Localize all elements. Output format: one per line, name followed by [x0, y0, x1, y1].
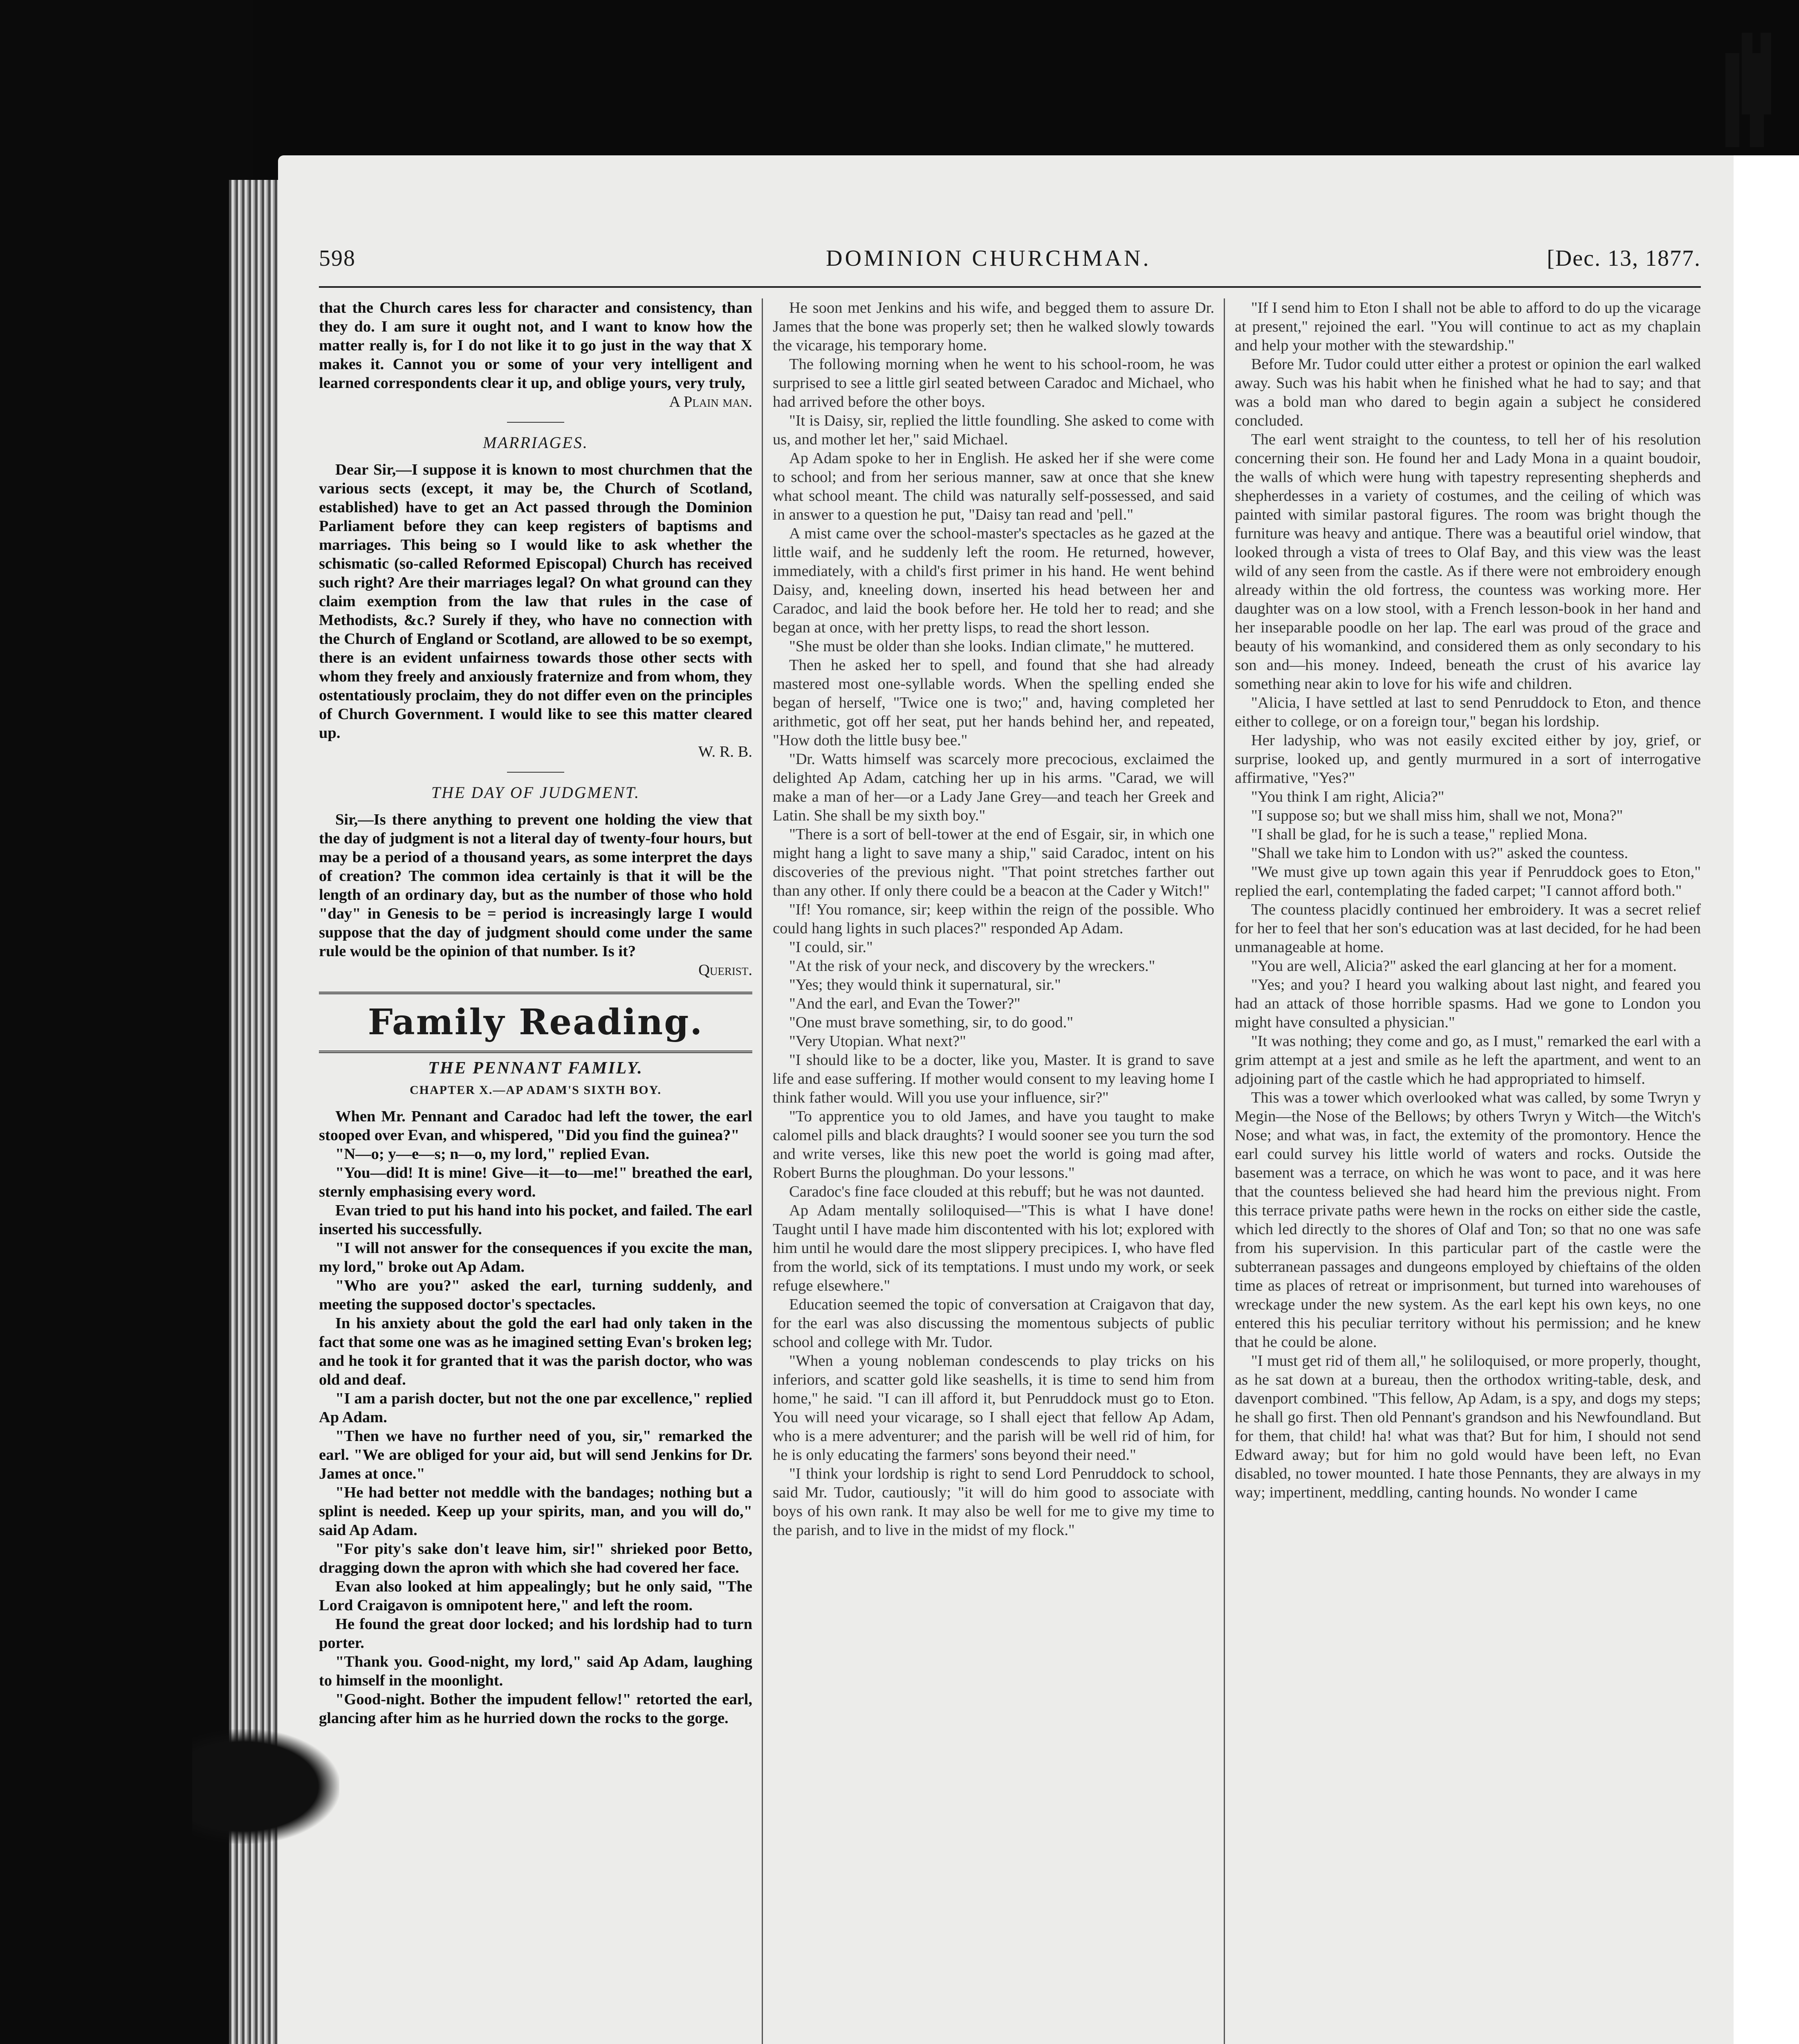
letter-text: that the Church cares less for character and consistency, than they do. I am sure it ought not, and I want to know how the matter really is, for I do not like it to go just in the way that X makes it. Cannot you or some of your very intelligent and learned correspondents clear it up, and oblige yours, very truly,: [319, 299, 752, 392]
story-paragraph: Her ladyship, who was not easily excited either by joy, grief, or surprise, looked up, and gently murmured in a sort of interrogative affirmative, "Yes?": [1235, 732, 1701, 787]
section-heading: MARRIAGES.: [483, 433, 588, 452]
story-paragraph: "N—o; y—e—s; n—o, my lord," replied Evan.: [335, 1145, 650, 1163]
letter-signature: A Plain man.: [669, 393, 752, 410]
story-paragraph: "Very Utopian. What next?": [789, 1033, 966, 1050]
story-paragraph: "Yes; and you? I heard you walking about last night, and feared you had an attack of those horrible spasms. Had we gone to London you might have consulted a physician.": [1235, 976, 1701, 1031]
story-paragraph: "Shall we take him to London with us?" asked the countess.: [1251, 845, 1629, 862]
story-paragraph: Evan also looked at him appealingly; but he only said, "The Lord Craigavon is omnipotent here," and left the room.: [319, 1578, 752, 1614]
story-paragraph: Ap Adam mentally soliloquised—"This is what I have done! Taught until I have made him discontented with his lot; explored with him until he would dare the most slippery precipices. I, who have fled from the world, sick of its temptations. I must undo my work, or seek refuge elsewhere.": [773, 1202, 1214, 1294]
story-paragraph: "I am a parish docter, but not the one par excellence," replied Ap Adam.: [319, 1390, 752, 1426]
story-paragraph: "Then we have no further need of you, sir," remarked the earl. "We are obliged for your aid, but will send Jenkins for Dr. James at once.": [319, 1428, 752, 1482]
section-heading: THE DAY OF JUDGMENT.: [431, 783, 640, 802]
letter-signature: W. R. B.: [698, 743, 752, 760]
scan-marker-top: [1750, 53, 1764, 147]
story-paragraph: Then he asked her to spell, and found that she had already mastered most one-syllable words. When the spelling ended she began of herself, "Twice one is two;" and, having completed her arithmetic, got off her seat, put her hands behind her, and repeated, "How doth the little busy bee.": [773, 657, 1214, 749]
story-paragraph: "I will not answer for the consequences if you excite the man, my lord," broke out Ap Adam.: [319, 1239, 752, 1275]
story-paragraph: "She must be older than she looks. Indian climate," he muttered.: [789, 638, 1194, 655]
story-paragraph: The earl went straight to the countess, to tell her of his resolution concerning their son. He found her and Lady Mona in a quaint boudoir, the walls of which were hung with tapestry representing shepherds and shepherdesses in a variety of costumes, and the ceiling of which was painted with similar pastoral figures. The room was bright though the furniture was heavy and antique. There was a beautiful oriel window, that looked through a vista of trees to Olaf Bay, and this view was the least wild of any seen from the castle. As if there were not embroidery enough already within the old fortress, the countess was working more. Her daughter was on a low stool, with a French lesson-book in her hand and her inseparable poodle on her lap. The earl was proud of the grace and beauty of his womankind, and considered them as only secondary to his son and—his money. Indeed, beneath the crust of his avarice lay something near akin to love for his wife and children.: [1235, 431, 1701, 693]
page-header: [319, 237, 1701, 286]
column-divider: [762, 298, 763, 2044]
publication-title: DOMINION CHURCHMAN.: [826, 246, 1151, 271]
story-paragraph: "Dr. Watts himself was scarcely more precocious, exclaimed the delighted Ap Adam, catching her up in his arms. "Carad, we will make a man of her—or a Lady Jane Grey—and teach her Greek and Latin. She shall be my sixth boy.": [773, 751, 1214, 824]
story-paragraph: "He had better not meddle with the bandages; nothing but a splint is needed. Keep up your spirits, man, and you will do," said Ap Adam.: [319, 1484, 752, 1539]
story-paragraph: A mist came over the school-master's spectacles as he gazed at the little waif, and he suddenly left the room. He returned, however, immediately, with a child's first primer in his hand. He went behind Daisy, and, kneeling down, inserted his head between her and Caradoc, and laid the book before her. He told her to read; and she began at once, with her pretty lisps, to read the short lesson.: [773, 525, 1214, 636]
story-paragraph: "If! You romance, sir; keep within the reign of the possible. Who could hang lights in such places?" responded Ap Adam.: [773, 901, 1214, 937]
story-paragraph: Evan tried to put his hand into his pocket, and failed. The earl inserted his successfully.: [319, 1202, 752, 1238]
story-paragraph: "I shall be glad, for he is such a tease," replied Mona.: [1251, 826, 1588, 843]
column-1: [319, 298, 752, 2044]
issue-date: [Dec. 13, 1877.: [1547, 246, 1701, 271]
letter-text: Dear Sir,—I suppose it is known to most churchmen that the various sects (except, it may be, the Church of Scotland, established) have to get an Act passed through the Dominion Parliament before they can keep registers of baptisms and marriages. This being so I would like to ask whether the schismatic (so-called Reformed Episcopal) Church has received such right? Are their marriages legal? On what ground can they claim exemption from the law that rules in the case of Methodists, &c.? Surely if they, who have no connection with the Church of England or Scotland, are allowed to be so exempt, there is an evident unfairness towards those other sects with whom they freely and anxiously fraternize and from whom, they ostentatiously proclaim, they do not differ even on the principles of Church Government. I would like to see this matter cleared up.: [319, 461, 752, 742]
story-paragraph: "Yes; they would think it supernatural, sir.": [789, 976, 1061, 993]
story-paragraph: "At the risk of your neck, and discovery by the wreckers.": [789, 957, 1155, 975]
story-paragraph: "You are well, Alicia?" asked the earl glancing at her for a moment.: [1251, 957, 1677, 975]
story-title: THE PENNANT FAMILY.: [428, 1059, 643, 1078]
story-paragraph: Caradoc's fine face clouded at this rebuff; but he was not daunted.: [789, 1183, 1205, 1200]
family-reading-heading: Family Reading.: [319, 992, 752, 1053]
story-paragraph: In his anxiety about the gold the earl had only taken in the fact that some one was as he imagined setting Evan's broken leg; and he took it for granted that it was the parish doctor, who was old and deaf.: [319, 1315, 752, 1388]
chapter-title: CHAPTER X.—AP ADAM'S SIXTH BOY.: [410, 1083, 662, 1097]
story-paragraph: When Mr. Pennant and Caradoc had left the tower, the earl stooped over Evan, and whispered, "Did you find the guinea?": [319, 1108, 752, 1144]
story-paragraph: "To apprentice you to old James, and have you taught to make calomel pills and black draughts? I would sooner see you turn the sod and write verses, like this new poet the world is going mad after, Robert Burns the ploughman. Do your lessons.": [773, 1108, 1214, 1181]
story-paragraph: "We must give up town again this year if Penruddock goes to Eton," replied the earl, contemplating the faded carpet; "I cannot afford both.": [1235, 863, 1701, 899]
story-paragraph: "One must brave something, sir, to do good.": [789, 1014, 1074, 1031]
story-paragraph: "For pity's sake don't leave him, sir!" shrieked poor Betto, dragging down the apron with which she had covered her face.: [319, 1540, 752, 1576]
header-rule: [319, 286, 1701, 288]
story-paragraph: "And the earl, and Evan the Tower?": [789, 995, 1021, 1012]
story-paragraph: Education seemed the topic of conversation at Craigavon that day, for the earl was also discussing the momentous subjects of public school and college with Mr. Tudor.: [773, 1296, 1214, 1351]
thumb-shadow: [192, 1729, 339, 1844]
story-paragraph: "Good-night. Bother the impudent fellow!" retorted the earl, glancing after him as he hurried down the rocks to the gorge.: [319, 1691, 752, 1727]
story-paragraph: "There is a sort of bell-tower at the end of Esgair, sir, in which one might hang a light to save many a ship," said Caradoc, intent on his discoveries of the previous night. "That point stretches farther out than any other. If only there could be a beacon at the Cader y Witch!": [773, 826, 1214, 899]
story-paragraph: "Who are you?" asked the earl, turning suddenly, and meeting the supposed doctor's spectacles.: [319, 1277, 752, 1313]
story-paragraph: "I suppose so; but we shall miss him, shall we not, Mona?": [1251, 807, 1623, 824]
story-paragraph: "Alicia, I have settled at last to send Penruddock to Eton, and thence either to college, or on a foreign tour," began his lordship.: [1235, 694, 1701, 730]
newspaper-page: [278, 155, 1734, 2044]
column-2: [773, 298, 1214, 2044]
story-paragraph: "I must get rid of them all," he soliloquised, or more properly, thought, as he sat down at a bureau, then the orthodox writing-table, desk, and davenport combined. "This fellow, Ap Adam, is a spy, and dogs my steps; he shall go first. Then old Pennant's grandson and his Newfoundland. But for them, that child! ha! what was that? But for him, I should not send Edward away; but for him no gold would have been left, no Evan disabled, no tower mounted. I hate those Pennants, they are always in my way; impertinent, meddling, canting hounds. No wonder I came: [1235, 1352, 1701, 1501]
story-paragraph: "I think your lordship is right to send Lord Penruddock to school, said Mr. Tudor, cautiously; "it will do him good to associate with boys of his own rank. It may also be well for me to give my time to the parish, and to live in the midst of my flock.": [773, 1465, 1214, 1539]
letter-text: Sir,—Is there anything to prevent one holding the view that the day of judgment is not a literal day of twenty-four hours, but may be a period of a thousand years, as some interpret the days of creation? The common idea certainly is that it will be the length of an ordinary day, but as the number of those who hold "day" in Genesis to be = period is increasingly large I would suppose that the day of judgment should come under the same rule would be the opinion of that number. Is it?: [319, 811, 752, 960]
divider: [507, 772, 564, 773]
story-paragraph: "Thank you. Good-night, my lord," said Ap Adam, laughing to himself in the moonlight.: [319, 1653, 752, 1689]
story-paragraph: "You—did! It is mine! Give—it—to—me!" breathed the earl, sternly emphasising every word.: [319, 1164, 752, 1200]
story-paragraph: Before Mr. Tudor could utter either a protest or opinion the earl walked away. Such was his habit when he finished what he had to say; and that was a bold man who dared to begin again a subject he considered concluded.: [1235, 356, 1701, 429]
scan-marker-top: [1725, 53, 1739, 147]
story-paragraph: "It was nothing; they come and go, as I must," remarked the earl with a grim attempt at a jest and smile as he left the apartment, and went to an adjoining part of the castle which he had appropriated to himself.: [1235, 1033, 1701, 1087]
page-number: 598: [319, 246, 356, 271]
story-paragraph: This was a tower which overlooked what was called, by some Twryn y Megin—the Nose of the Bellows; by others Twryn y Witch—the Witch's Nose; and what was, in fact, the extemity of the promontory. Hence the earl could survey his little world of waters and rocks. Outside the basement was a terrace, on which he was wont to pace, and it was here that the countess believed she had heard him the previous night. From this terrace private paths were hewn in the rocks on either side the castle, which led directly to the shores of Olaf and Ton; so that no one was safe from his supervision. In this particular part of the castle were the subterranean passages and dungeons employed by chieftains of the olden time as places of retreat or imprisonment, but turned into warehouses of wreckage under the new system. As the earl kept his own keys, no one entered this his peculiar territory without his permission; and he knew that he could be alone.: [1235, 1089, 1701, 1351]
story-paragraph: The following morning when he went to his school-room, he was surprised to see a little girl seated between Caradoc and Michael, who had arrived before the other boys.: [773, 356, 1214, 410]
story-paragraph: "If I send him to Eton I shall not be able to afford to do up the vicarage at present," rejoined the earl. "You will continue to act as my chaplain and help your mother with the stewardship.": [1235, 299, 1701, 354]
column-3: [1235, 298, 1701, 2044]
story-paragraph: The countess placidly continued her embroidery. It was a secret relief for her to feel that her son's education was at last decided, for he had been unmanageable at home.: [1235, 901, 1701, 956]
story-paragraph: "You think I am right, Alicia?": [1251, 788, 1445, 805]
column-divider: [1224, 298, 1225, 2044]
story-paragraph: "I should like to be a docter, like you, Master. It is grand to save life and ease suffering. If mother would consent to my leaving home I think father would. Will you use your influence, sir?": [773, 1051, 1214, 1106]
story-paragraph: "When a young nobleman condescends to play tricks on his inferiors, and scatter gold like seashells, it is time to send him from home," he said. "I can ill afford it, but Penruddock must go to Eton. You will need your vicarage, so I shall eject that fellow Ap Adam, who is a mere adventurer; and the parish will be well rid of him, for he is only educating the farmers' sons beyond their need.": [773, 1352, 1214, 1464]
letter-signature: Querist.: [698, 961, 752, 979]
scan-background-right: [1734, 155, 1799, 2044]
divider: [507, 422, 564, 423]
story-paragraph: "I could, sir.": [789, 939, 873, 956]
story-paragraph: "It is Daisy, sir, replied the little foundling. She asked to come with us, and mother let her," said Michael.: [773, 412, 1214, 448]
story-paragraph: He soon met Jenkins and his wife, and begged them to assure Dr. James that the bone was properly set; then he walked slowly towards the vicarage, his temporary home.: [773, 299, 1214, 354]
story-paragraph: He found the great door locked; and his lordship had to turn porter.: [319, 1616, 752, 1652]
story-paragraph: Ap Adam spoke to her in English. He asked her if she were come to school; and from her serious manner, saw at once that she knew what school meant. The child was naturally self-possessed, and said in answer to a question he put, "Daisy tan read and 'pell.": [773, 450, 1214, 523]
